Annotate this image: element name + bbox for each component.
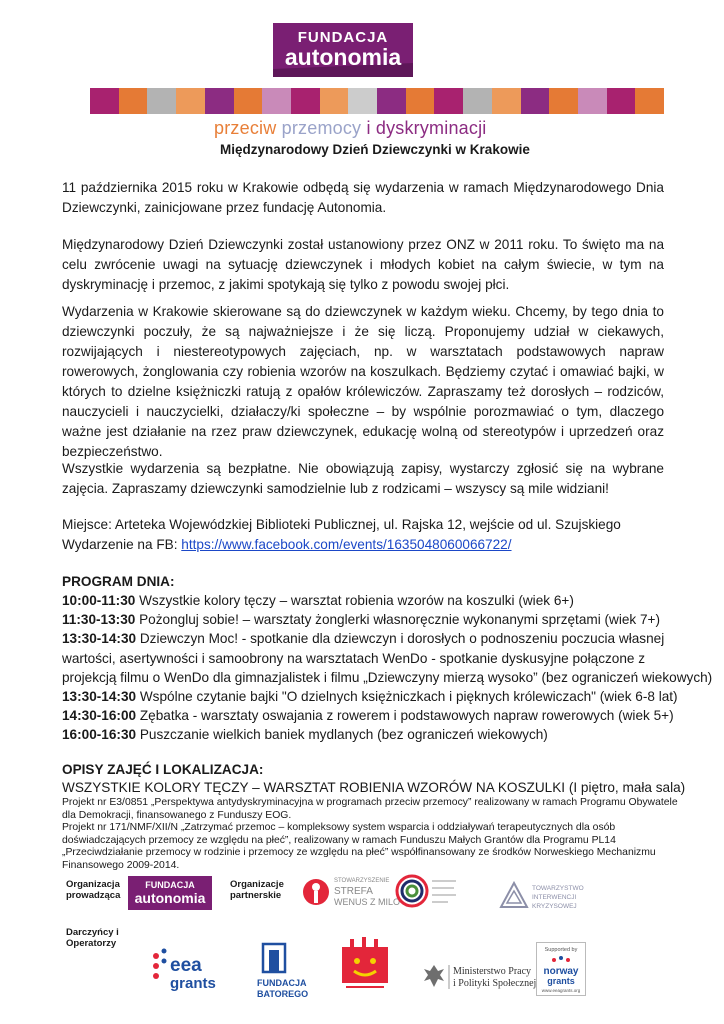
first-description: WSZYSTKIE KOLORY TĘCZY – WARSZTAT ROBIENIA WZORÓW NA KOSZULKI (I piętro, mała sala) <box>62 780 686 795</box>
tagline-word-2: przemocy <box>281 118 362 138</box>
program-item <box>62 668 712 688</box>
descriptions-heading: OPISY ZAJĘĆ I LOKALIZACJA: <box>62 762 264 777</box>
program-item <box>62 629 664 649</box>
tagline <box>214 118 486 139</box>
program-item <box>62 591 574 611</box>
tik-text-1: TOWARZYSTWO <box>532 885 584 892</box>
logo-bottom-text: autonomia <box>284 44 402 70</box>
strefa-text-2: STREFA <box>334 886 373 897</box>
stripe-segment <box>348 88 377 114</box>
program-item-text: Wspólne czytanie bajki "O dzielnych księżniczkach i pięknych królewiczach" (wiek 6-8 lat) <box>136 689 678 704</box>
batory-text-1: FUNDACJA <box>257 978 307 988</box>
ministry-logo <box>422 961 537 998</box>
program-item <box>62 687 678 707</box>
norway-top-text: Supported by <box>544 947 578 953</box>
tik-text-3: KRYZYSOWEJ <box>532 903 577 910</box>
place-line: Miejsce: Arteteka Wojewódzkiej Biblioteki Publicznej, ul. Rajska 12, wejście od ul. Szujskiego <box>62 517 621 532</box>
organizer-label <box>66 879 120 901</box>
project-note-line: Projekt nr E3/0851 „Perspektywa antydyskryminacyjna w programach przeciw przemocy” realizowany w ramach Programu Obywatele <box>62 797 678 808</box>
program-item-text: projekcją filmu o WenDo dla gimnazjalistek i filmu „Dziewczyny mierzą wysoko” (bez ograniczeń wiekowych) <box>62 670 713 685</box>
towarzystwo-logo <box>500 881 594 916</box>
organizer-label-line-2: prowadząca <box>66 890 121 901</box>
eea-text-1: eea <box>170 955 202 976</box>
logo-top-text: FUNDACJA <box>297 29 389 46</box>
stripe-segment <box>521 88 550 114</box>
program-item-time: 13:30-14:30 <box>62 631 137 646</box>
organizer-label-line-1: Organizacja <box>66 879 120 890</box>
project-note-line: doświadczających przemocy ze względu na płeć”, realizowany w ramach Funduszu Małych Grantów dla Programu PL14 <box>62 834 616 846</box>
ministry-text-2: i Polityki Społecznej <box>453 978 537 989</box>
project-note-line: dla Demokracji, finansowanego z Funduszy EOG. <box>62 809 292 821</box>
donors-label <box>66 927 119 949</box>
stripe-segment <box>635 88 664 114</box>
program-item <box>62 649 645 669</box>
fundacja-batorego-logo <box>255 942 311 1005</box>
stripe-segment <box>406 88 435 114</box>
donors-label-line-2: Operatorzy <box>66 938 117 949</box>
fb-event-link[interactable]: https://www.facebook.com/events/1635048060066722/ <box>181 537 512 552</box>
footer-autonomia-logo <box>128 876 212 915</box>
fundacja-autonomia-logo <box>273 23 413 77</box>
eea-text-2: grants <box>170 975 216 992</box>
norway-url: www.eeagrants.org <box>541 988 581 993</box>
stripe-segment <box>205 88 234 114</box>
fb-label: Wydarzenie na FB: <box>62 537 182 552</box>
stripe-segment <box>320 88 349 114</box>
donors-label-line-1: Darczyńcy i <box>66 927 119 938</box>
partners-label-line-2: partnerskie <box>230 890 282 901</box>
program-item-text: wartości, asertywności i samoobrony na warsztatach WenDo - spotkanie dyskusyjne połączone z <box>62 651 646 666</box>
stripe-segment <box>291 88 320 114</box>
program-item-text: Dziewczyn Moc! - spotkanie dla dziewczyn i dorosłych o podnoszeniu poczucia własnej <box>136 631 665 646</box>
stripe-segment <box>119 88 148 114</box>
stripe-segment <box>90 88 119 114</box>
program-item <box>62 610 660 630</box>
program-item-time: 11:30-13:30 <box>62 612 136 627</box>
ministry-text-1: Ministerstwo Pracy <box>453 966 532 977</box>
program-item-time: 10:00-11:30 <box>62 593 136 608</box>
partners-label <box>230 879 284 901</box>
norway-text-1: norway <box>543 966 579 977</box>
project-note-line: Projekt nr 171/NMF/XII/N „Zatrzymać przemoc – kompleksowy system wsparcia i oddziaływań terapeutycznych dla osób <box>62 822 616 834</box>
program-item-text: Puszczanie wielkich baniek mydlanych (bez ograniczeń wiekowych) <box>136 727 548 742</box>
stripe-segment <box>434 88 463 114</box>
program-item-time: 16:00-16:30 <box>62 727 137 742</box>
stripe-segment <box>262 88 291 114</box>
batory-text-2: BATOREGO <box>257 989 309 999</box>
program-item-time: 13:30-14:30 <box>62 689 137 704</box>
stripe-segment <box>176 88 205 114</box>
eea-grants-logo <box>146 942 222 999</box>
program-item <box>62 725 548 745</box>
norway-grants-logo <box>536 942 586 1001</box>
paragraph-about: Międzynarodowy Dzień Dziewczynki został ustanowiony przez ONZ w 2011 roku. To święto ma na celu zwrócenie uwagi na sytuację dziewczynek i młodych kobiet na całym świecie, w tym na dyskryminację i przemoc, z jakimi spotykają się tylko z powodu swojej płci. <box>62 237 664 292</box>
program-item-text: Zębatka - warsztaty oswajania z rowerem i podstawowych napraw rowerowych (wiek 5+) <box>136 708 674 723</box>
stripe-segment <box>607 88 636 114</box>
partners-label-line-1: Organizacje <box>230 879 284 890</box>
project-note-line: „Przeciwdziałanie przemocy w rodzinie i przemocy ze względu na płeć” współfinansowany ze środków Norweskiego Mechanizmu <box>62 847 656 859</box>
program-item <box>62 706 674 726</box>
decorative-stripes <box>90 88 664 114</box>
program-item-text: Pożongluj sobie! – warsztaty żonglerki własnoręcznie wykonanymi sprzętami (wiek 7+) <box>135 612 661 627</box>
stripe-segment <box>234 88 263 114</box>
program-item-time: 14:30-16:00 <box>62 708 137 723</box>
tagline-word-3: i dyskryminacji <box>366 118 487 138</box>
paragraph-free: Wszystkie wydarzenia są bezpłatne. Nie obowiązują zapisy, wystarczy zgłosić się na wybrane zajęcia. Zapraszamy dziewczynki samodzielnie lub z rodzicami – wszyscy są mile widziani! <box>62 461 664 496</box>
stripe-segment <box>147 88 176 114</box>
stripe-segment <box>463 88 492 114</box>
paragraph-events: Wydarzenia w Krakowie skierowane są do dziewczynek w każdym wieku. Chcemy, by tego dnia to dziewczynki poczuły, że są najważniejsze i że się liczą. Proponujemy udział w ciekawych, rozwijających i niestereotypowych zajęciach, np. w warsztatach podstawowych napraw rowerowych, żonglowania czy robienia wzorów na koszulkach. Będziemy czytać i omawiać bajki, w których to dzielne księżniczki ratują z opałów królewiczów. Zapraszamy też dorosłych – rodziców, nauczycieli i nauczycielki, działaczy/ki społeczne – by wspólnie porozmawiać o tym, dlaczego ważne jest działanie na rzez praw dziewczynek, edukację wolną od stereotypów i uprzedzeń oraz bezpieczeństwo. <box>62 304 664 459</box>
norway-text-2: grants <box>547 976 575 986</box>
program-heading: PROGRAM DNIA: <box>62 574 175 589</box>
stripe-segment <box>578 88 607 114</box>
stripe-segment <box>377 88 406 114</box>
page-title: Międzynarodowy Dzień Dziewczynki w Krakowie <box>220 142 530 157</box>
program-item-text: Wszystkie kolory tęczy – warsztat robienia wzorów na koszulki (wiek 6+) <box>135 593 574 608</box>
strefa-wenus-logo <box>302 873 401 916</box>
paragraph-intro: 11 października 2015 roku w Krakowie odbędą się wydarzenia w ramach Międzynarodowego Dnia Dziewczynki, zainicjowane przez fundację Autonomia. <box>62 180 664 215</box>
strefa-text-1: STOWARZYSZENIE <box>334 878 390 884</box>
strefa-text-3: WENUS Z MILO <box>334 897 401 907</box>
spiral-partner-logo <box>396 872 460 915</box>
project-note-line: Finansowego 2009-2014. <box>62 860 180 871</box>
fb-line <box>62 535 512 555</box>
stripe-segment <box>492 88 521 114</box>
stripe-segment <box>549 88 578 114</box>
tik-text-2: INTERWENCJI <box>532 894 577 901</box>
small-grants-logo <box>340 937 390 996</box>
footer-logo-top: FUNDACJA <box>145 880 195 890</box>
footer-logo-bottom: autonomia <box>134 890 206 906</box>
tagline-word-1: przeciw <box>214 118 277 138</box>
